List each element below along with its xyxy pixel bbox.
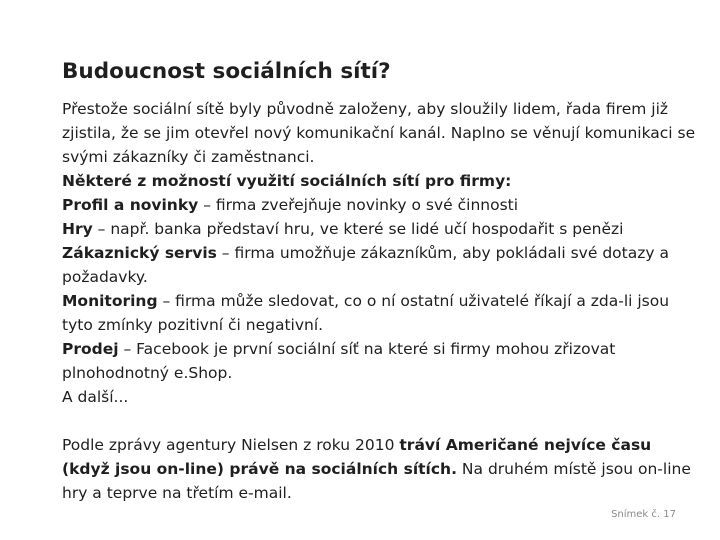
report-highlight: tráví Američané nejvíce času (když jsou on-line) právě na sociálních sítích.: [62, 436, 652, 478]
option-description: – firma umožňuje zákazníkům, aby pokládali své dotazy a požadavky.: [62, 244, 669, 286]
option-term: Monitoring: [62, 292, 158, 310]
more-text: A další...: [62, 388, 129, 406]
slide-content: [62, 97, 698, 505]
option-description: – firma zveřejňuje novinky o své činnosti: [198, 196, 519, 214]
option-description: – Facebook je první sociální síť na které si firmy mohou zřizovat plnohodnotný e.Shop.: [62, 340, 616, 382]
report-start: Podle zprávy agentury Nielsen z roku 2010: [62, 436, 400, 454]
options-heading: [62, 169, 698, 193]
option-term: Prodej: [62, 340, 119, 358]
paragraph-gap: [62, 409, 698, 433]
option-term: Profil a novinky: [62, 196, 199, 214]
slide-title: Budoucnost sociálních sítí?: [62, 59, 391, 84]
option-term: Zákaznický servis: [62, 244, 217, 262]
option-monitoring: [62, 289, 698, 337]
report-end: Na druhém místě jsou on-line hry a teprve na třetím e-mail.: [62, 460, 691, 502]
option-description: – firma může sledovat, co o ní ostatní uživatelé říkají a zda-li jsou tyto zmínky pozitivní či negativní.: [62, 292, 670, 334]
option-games: [62, 217, 698, 241]
intro-paragraph: Přestože sociální sítě byly původně založeny, aby sloužily lidem, řada firem již zjistila, že se jim otevřel nový komunikační kanál. Naplno se věnují komunikaci se svými zákazníky či zaměstnanci.: [62, 100, 696, 166]
option-sales: [62, 337, 698, 385]
report-paragraph: [62, 433, 698, 505]
options-heading-text: Některé z možností využití sociálních sítí pro firmy:: [62, 172, 512, 190]
option-profile: [62, 193, 698, 217]
slide-number: Snímek č. 17: [611, 509, 676, 520]
option-description: – např. banka představí hru, ve které se lidé učí hospodařit s penězi: [92, 220, 624, 238]
option-customer-service: [62, 241, 698, 289]
option-term: Hry: [62, 220, 93, 238]
